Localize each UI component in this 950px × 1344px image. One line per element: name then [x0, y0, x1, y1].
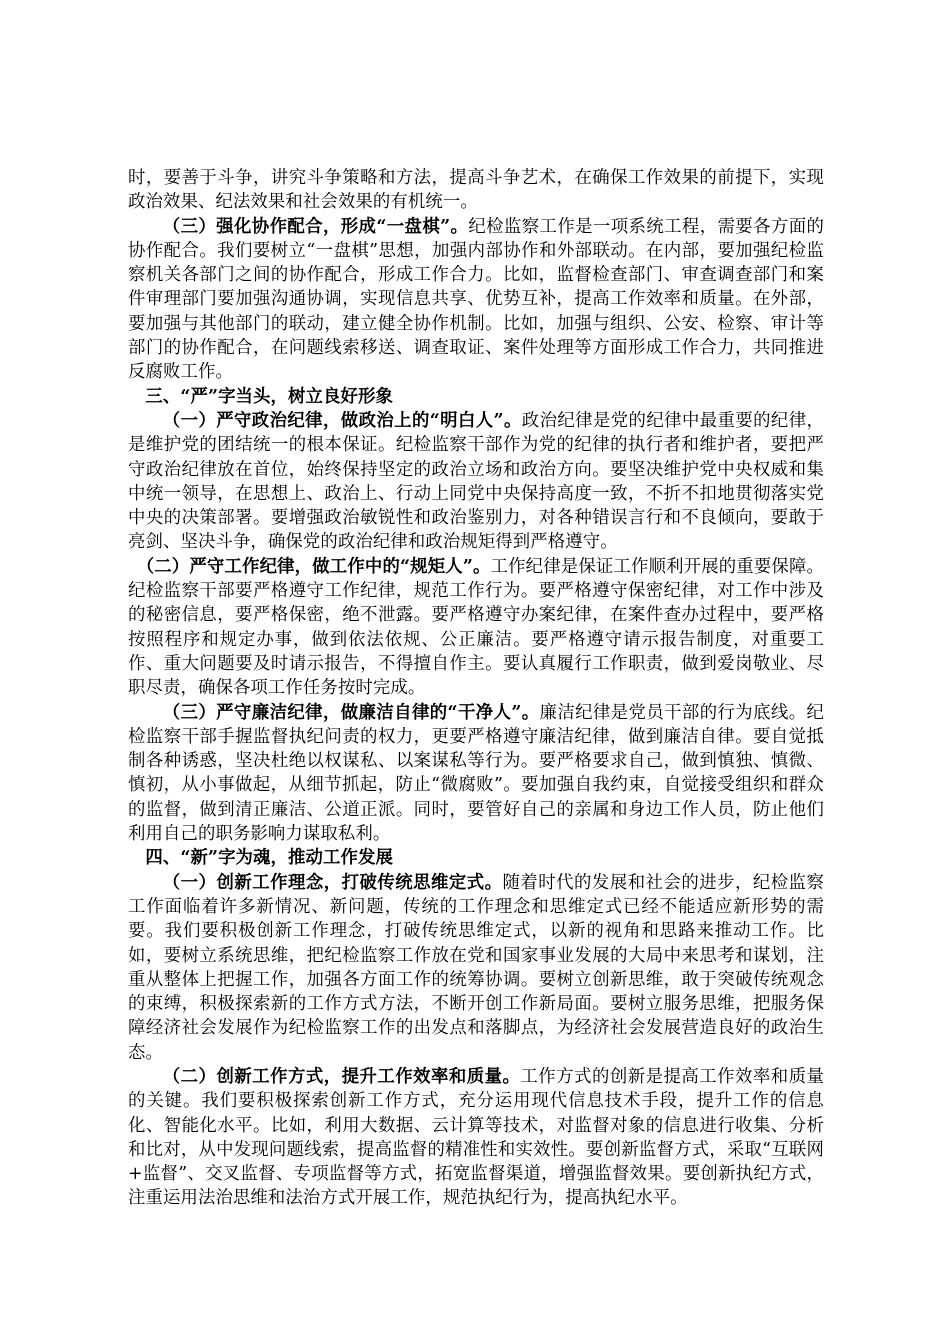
paragraph-body: 纪检监察工作是一项系统工程，需要各方面的协作配合。我们要树立“一盘棋”思想，加强内部协作和外部联动。在内部，要加强纪检监察机关各部门之间的协作配合，形成工作合力。比如，监督检查部门、审查调查部门和案件审理部门要加强沟通协调，实现信息共享、优势互补，提高工作效率和质量。在外部，要加强与其他部门的联动，建立健全协作机制。比如，加强与组织、公安、检察、审计等部门的协作配合，在问题线索移送、调查取证、案件处理等方面形成工作合力，共同推进反腐败工作。	[128, 216, 824, 383]
paragraph-work-discipline	[128, 555, 824, 701]
paragraph-body: 工作纪律是保证工作顺利开展的重要保障。纪检监察干部要严格遵守工作纪律，规范工作行为。要严格遵守保密纪律，对工作中涉及的秘密信息，要严格保密，绝不泄露。要严格遵守办案纪律，在案件查办过程中，要严格按照程序和规定办事，做到依法依规、公正廉洁。要严格遵守请示报告制度，对重要工作、重大问题要及时请示报告，不得擅自作主。要认真履行工作职责，做到爱岗敬业、尽职尽责，确保各项工作任务按时完成。	[128, 556, 825, 699]
paragraph-lead: （一）创新工作理念，打破传统思维定式。	[162, 872, 503, 893]
document-page	[128, 166, 824, 1211]
paragraph-body: 政治纪律是党的纪律中最重要的纪律，是维护党的团结统一的根本保证。纪检监察干部作为党的纪律的执行者和维护者，要把严守政治纪律放在首位，始终保持坚定的政治立场和政治方向。要坚决维护党中央权威和集中统一领导，在思想上、政治上、行动上同党中央保持高度一致，不折不扣地贯彻落实党中央的决策部署。要增强政治敏锐性和政治鉴别力，对各种错误言行和不良倾向，要敢于亮剑、坚决斗争，确保党的政治纪律和政治规矩得到严格遵守。	[128, 410, 825, 553]
paragraph-innovate-concepts	[128, 871, 824, 1065]
paragraph-collaboration	[128, 215, 824, 385]
paragraph-lead: （二）创新工作方式，提升工作效率和质量。	[162, 1066, 521, 1087]
paragraph-lead: （二）严守工作纪律，做工作中的“规矩人”。	[136, 556, 491, 577]
paragraph-body: 工作方式的创新是提高工作效率和质量的关键。我们要积极探索创新工作方式，充分运用现代信息技术手段，提升工作的信息化、智能化水平。比如，利用大数据、云计算等技术，对监督对象的信息进行收集、分析和比对，从中发现问题线索，提高监督的精准性和实效性。要创新监督方式，采取“互联网+监督”、交叉监督、专项监督等方式，拓宽监督渠道，增强监督效果。要创新执纪方式，注重运用法治思维和法治方式开展工作，规范执纪行为，提高执纪水平。	[128, 1066, 825, 1209]
paragraph-body: 随着时代的发展和社会的进步，纪检监察工作面临着许多新情况、新问题，传统的工作理念和思维定式已经不能适应新形势的需要。我们要积极创新工作理念，打破传统思维定式，以新的视角和思路来推动工作。比如，要树立系统思维，把纪检监察工作放在党和国家事业发展的大局中来思考和谋划，注重从整体上把握工作，加强各方面工作的统筹协调。要树立创新思维，敢于突破传统观念的束缚，积极探索新的工作方式方法，不断开创工作新局面。要树立服务思维，把服务保障经济社会发展作为纪检监察工作的出发点和落脚点，为经济社会发展营造良好的政治生态。	[128, 872, 824, 1063]
paragraph-innovate-methods	[128, 1065, 824, 1211]
section-heading-innovation: 四、“新”字为魂，推动工作发展	[145, 848, 393, 869]
section-heading-strict: 三、“严”字当头，树立良好形象	[145, 386, 393, 407]
paragraph-body: 廉洁纪律是党员干部的行为底线。纪检监察干部手握监督执纪问责的权力，更要严格遵守廉洁纪律，做到廉洁自律。要自觉抵制各种诱惑，坚决杜绝以权谋私、以案谋私等行为。要严格要求自己，做到慎独、慎微、慎初，从小事做起，从细节抓起，防止“微腐败”。要加强自我约束，自觉接受组织和群众的监督，做到清正廉洁、公道正派。同时，要管好自己的亲属和身边工作人员，防止他们利用自己的职务影响力谋取私利。	[128, 702, 824, 845]
paragraph-continuation: 时，要善于斗争，讲究斗争策略和方法，提高斗争艺术，在确保工作效果的前提下，实现政治效果、纪法效果和社会效果的有机统一。	[128, 168, 824, 213]
paragraph-integrity-discipline	[128, 701, 824, 847]
paragraph-lead: （三）严守廉洁纪律，做廉洁自律的“干净人”。	[162, 702, 540, 723]
paragraph-lead: （一）严守政治纪律，做政治上的“明白人”。	[162, 410, 522, 431]
paragraph-lead: （三）强化协作配合，形成“一盘棋”。	[162, 216, 469, 237]
paragraph-political-discipline	[128, 409, 824, 555]
